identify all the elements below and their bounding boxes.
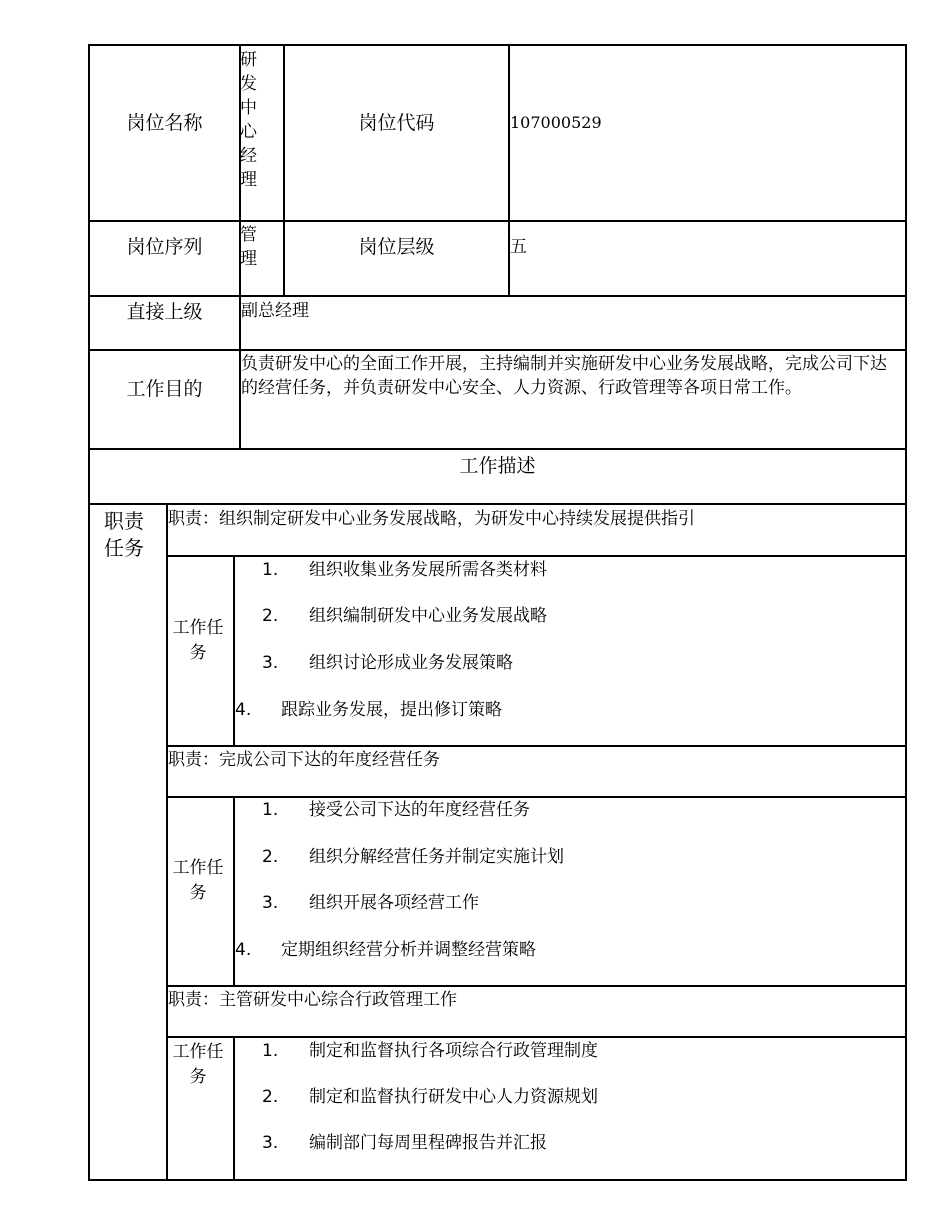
task-item: 4. 跟踪业务发展，提出修订策略 xyxy=(235,700,502,720)
task-item: 1. 接受公司下达的年度经营任务 xyxy=(262,800,530,820)
superior-value: 副总经理 xyxy=(241,301,309,321)
duty-title: 职责：完成公司下达的年度经营任务 xyxy=(168,750,440,770)
task-item: 3. 编制部门每周里程碑报告并汇报 xyxy=(262,1133,547,1153)
post-series-value: 管理 xyxy=(240,225,257,269)
purpose-value: 负责研发中心的全面工作开展，主持编制并实施研发中心业务发展战略，完成公司下达的经营任务，并负责研发中心安全、人力资源、行政管理等各项日常工作。 xyxy=(241,354,887,398)
post-code-label: 岗位代码 xyxy=(358,112,435,134)
task-item: 3. 组织讨论形成业务发展策略 xyxy=(262,653,513,673)
task-label: 工作任务 xyxy=(172,618,224,663)
task-item: 2. 组织编制研发中心业务发展战略 xyxy=(262,606,547,626)
post-name-value: 研发中心经理 xyxy=(240,50,257,190)
task-item: 1. 组织收集业务发展所需各类材料 xyxy=(262,560,547,580)
duties-side-label: 职责任务 xyxy=(104,509,144,560)
post-name-label: 岗位名称 xyxy=(126,112,203,134)
duty-title: 职责：组织制定研发中心业务发展战略，为研发中心持续发展提供指引 xyxy=(168,509,695,529)
section-title: 工作描述 xyxy=(459,455,536,477)
superior-label: 直接上级 xyxy=(126,301,203,323)
post-level-value: 五 xyxy=(510,237,527,257)
task-item: 2. 组织分解经营任务并制定实施计划 xyxy=(262,847,564,867)
duty-title: 职责：主管研发中心综合行政管理工作 xyxy=(168,990,457,1010)
task-item: 1. 制定和监督执行各项综合行政管理制度 xyxy=(262,1041,598,1061)
post-series-label: 岗位序列 xyxy=(126,236,203,258)
task-item: 4. 定期组织经营分析并调整经营策略 xyxy=(235,940,536,960)
task-item: 2. 制定和监督执行研发中心人力资源规划 xyxy=(262,1087,598,1107)
post-code-value: 107000529 xyxy=(510,113,602,132)
purpose-label: 工作目的 xyxy=(126,378,203,400)
task-label: 工作任务 xyxy=(172,1042,224,1087)
post-level-label: 岗位层级 xyxy=(358,236,435,258)
task-label: 工作任务 xyxy=(172,858,224,903)
task-item: 3. 组织开展各项经营工作 xyxy=(262,893,479,913)
